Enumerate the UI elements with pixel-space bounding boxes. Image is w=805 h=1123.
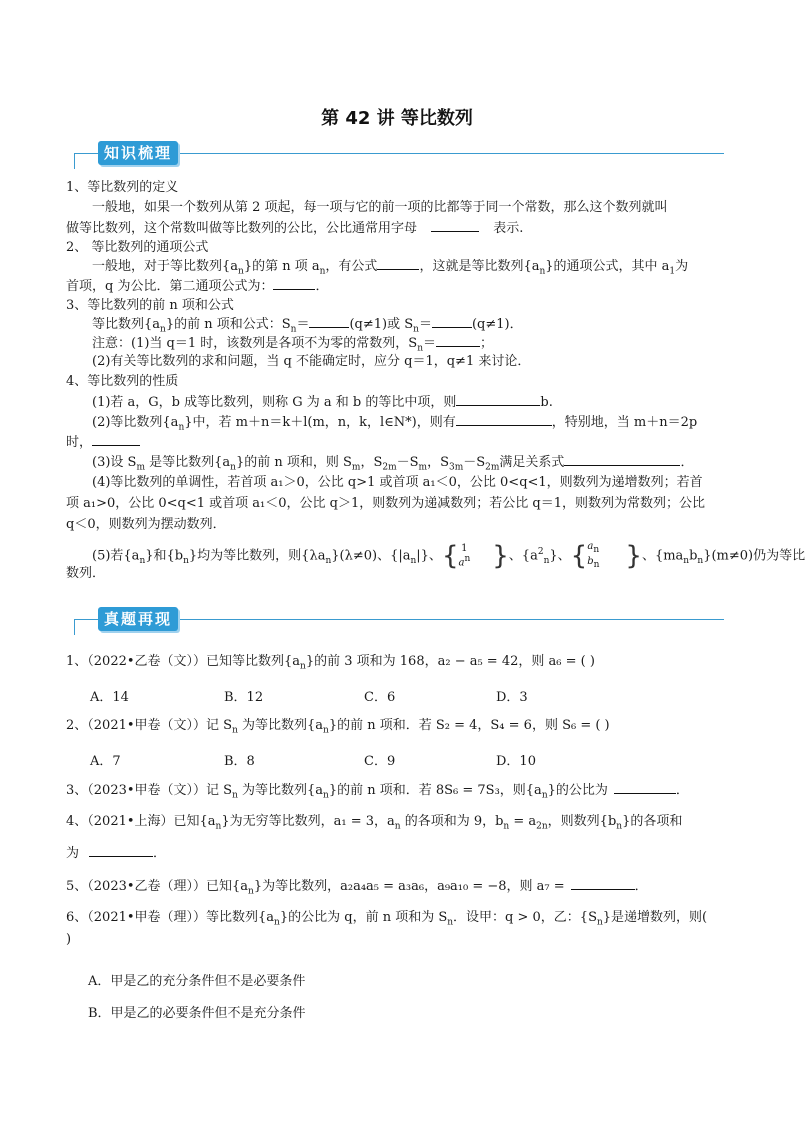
text: (1)若 a，G，b 成等比数列，则称 G 为 a 和 b 的等比中项，则 <box>92 395 457 410</box>
text: }、 <box>549 548 571 564</box>
kn-line: q＜0，则数列为摆动数列． <box>66 517 226 532</box>
fill-blank[interactable] <box>571 876 635 890</box>
brace-icon: } <box>492 541 509 571</box>
text: (5)若{a <box>92 548 140 564</box>
option-c[interactable]: C．6 <box>364 690 396 705</box>
section-header-knowledge <box>74 140 724 170</box>
kn-line <box>66 218 731 239</box>
kn-line: (3)设 $S_m$ 是等比数列$\{a_n\}$的前 n 项和，则 $S_m$，$S_{2m}-S_m$，$S_{3m}-S_{2m}$满足关系式 ． <box>66 452 757 478</box>
problem-6-option-a[interactable]: A．甲是乙的充分条件但不是必要条件 <box>88 974 306 989</box>
section-rule-vertical <box>74 153 75 169</box>
text: b <box>689 548 698 564</box>
text: ． <box>675 783 689 798</box>
text: }为等比数列，a₂a₄a₅ = a₃a₆，a₉a₁₀ = −8，则 a₇ = <box>253 879 565 894</box>
text: (q≠1)或 S <box>349 317 414 332</box>
kn-line: 2、 等比数列的通项公式 <box>66 240 209 255</box>
text: }的各项和 <box>622 814 683 829</box>
text: 4、（2021•上海）已知{a <box>66 814 216 829</box>
kn-line: (5)若$\{a_n\}$和$\{b_n\}$均为等比数列，则$\{\lambda a_n\}(\lambda\ne 0)$、$\{|a_n|\}$、{ 1 $a^n$ }、$\{a^2_n\}$、{$a_n$ $b_n$ }、$\{ma_nb_n\}(m\ne 0)$仍为等比 <box>92 541 805 571</box>
text: －S <box>396 455 419 470</box>
text: 时， <box>66 435 93 450</box>
fill-blank[interactable] <box>89 843 153 857</box>
text: 1、（2022•乙卷（文））已知等比数列{a <box>66 654 301 669</box>
text: }和{b <box>145 548 184 564</box>
problem-3: 3、（2023•甲卷（文））记 $S_n$ 为等比数列$\{a_n\}$的前 n 项和．若 8S₆ = 7S₃，则$\{a_n\}$的公比为 ． <box>66 780 731 806</box>
kn-line: 注意：(1)当 q＝1 时，该数列是各项不为零的常数列，$S_n=$ ； <box>66 333 757 359</box>
text: |}、 <box>416 548 442 564</box>
problem-6-option-b[interactable]: B．甲是乙的必要条件但不是充分条件 <box>88 1006 306 1021</box>
fill-blank[interactable] <box>273 276 315 290</box>
text: 、{a <box>508 548 538 564</box>
text: 、{ma <box>641 548 684 564</box>
fraction-1-over-a-n: 1 $a^n$ <box>458 543 471 569</box>
kn-line: (2)等比数列$\{a_n\}$中，若 m＋n＝k＋l(m，n，k，l∈N*)，则有 ，特别地，当 m＋n＝2p <box>66 412 757 438</box>
fill-blank[interactable] <box>614 780 676 794</box>
kn-line <box>66 432 731 453</box>
text: ，特别地，当 m＋n＝2p <box>551 415 698 430</box>
text: }的公比为 <box>547 783 608 798</box>
text: b. <box>540 395 553 410</box>
fill-blank[interactable] <box>309 314 349 328</box>
section-badge: 知识梳理 <box>98 141 178 165</box>
text: }(λ≠0)、{|a <box>331 548 411 564</box>
text: 为等比数列{a <box>237 718 324 733</box>
fill-blank[interactable] <box>92 432 140 446</box>
text: 表示. <box>493 221 524 236</box>
fraction-a-over-b: $a_n$ $b_n$ <box>587 541 600 570</box>
text: ，则数列{b <box>547 814 617 829</box>
text: 为 <box>675 259 689 274</box>
text: ＝ <box>296 317 310 332</box>
text: ． <box>153 846 167 861</box>
text: 一般地，对于等比数列{a <box>92 259 239 274</box>
text: 的各项和为 9，b <box>400 814 504 829</box>
kn-line <box>66 276 731 297</box>
kn-line: 3、等比数列的前 n 项和公式 <box>66 298 234 313</box>
option-d[interactable]: D．10 <box>496 754 536 769</box>
kn-line: 1、等比数列的定义 <box>66 180 179 195</box>
text: 是等比数列{a <box>145 455 231 470</box>
section-badge: 真题再现 <box>98 607 178 631</box>
section-rule-vertical <box>74 619 75 635</box>
problem-6: 6、（2021•甲卷（理））等比数列$\{a_n\}$的公比为 q，前 n 项和为 $S_n$．设甲：q > 0，乙：$\{S_n\}$是递增数列，则( <box>66 910 708 928</box>
text: = a <box>509 814 537 829</box>
fill-blank[interactable] <box>564 452 680 466</box>
text: 做等比数列，这个常数叫做等比数列的公比，公比通常用字母 <box>66 221 418 236</box>
text: }的前 n 项和．若 S₂ = 4，S₄ = 6，则 S₆ = ( ) <box>328 718 610 733</box>
option-d[interactable]: D．3 <box>496 690 528 705</box>
option-a[interactable]: A．7 <box>90 754 121 769</box>
kn-line: (4)等比数列的单调性，若首项 a₁＞0，公比 q>1 或首项 a₁＜0，公比 0<q<1，则数列为递增数列；若首 <box>92 475 703 490</box>
kn-line: 4、等比数列的性质 <box>66 374 179 389</box>
text: }的前 n 项和．若 8S₆ = 7S₃，则{a <box>328 783 542 798</box>
text: }的前 n 项和公式：S <box>165 317 291 332</box>
problem-5: 5、（2023•乙卷（理））已知$\{a_n\}$为等比数列，a₂a₄a₅ = a₃a₆，a₉a₁₀ = −8，则 a₇ = ． <box>66 876 731 902</box>
text: 3、（2023•甲卷（文））记 S <box>66 783 233 798</box>
option-b[interactable]: B．8 <box>224 754 255 769</box>
page-title: 第 42 讲 等比数列 <box>321 108 473 129</box>
text: 5、（2023•乙卷（理））已知{a <box>66 879 249 894</box>
text: ，有公式 <box>325 259 378 274</box>
fill-blank[interactable] <box>456 412 552 426</box>
text: ； <box>480 336 494 351</box>
kn-line: 等比数列$\{a_n\}$的前 n 项和公式：$S_n= (q\ne 1)$或 $S_n= (q\ne 1)$． <box>66 314 757 340</box>
text: ，这就是等比数列{a <box>419 259 540 274</box>
kn-line: 一般地，对于等比数列$\{a_n\}$的第 n 项 $a_n$，有公式 ，这就是等比数列$\{a_n\}$的通项公式，其中 $a_1$为 <box>66 256 757 282</box>
fill-blank[interactable] <box>377 256 419 270</box>
kn-line <box>66 392 757 413</box>
text: }的第 n 项 a <box>243 259 320 274</box>
text: ． <box>315 279 329 294</box>
text: 2、（2021•甲卷（文））记 S <box>66 718 233 733</box>
text: (q≠1)． <box>471 317 523 332</box>
text: 等比数列{a <box>92 317 161 332</box>
problem-4-cont <box>66 843 731 864</box>
text: ＝ <box>422 336 436 351</box>
text: }(m≠0)仍为等比 <box>703 548 805 564</box>
fill-blank[interactable] <box>456 392 540 406</box>
text: 6、（2021•甲卷（理））等比数列{a <box>66 910 275 925</box>
text: }均为等比数列，则{λa <box>188 548 326 564</box>
text: ．设甲：q > 0，乙：{S <box>453 910 597 925</box>
text: (3)设 S <box>92 455 137 470</box>
problem-6-cont: ) <box>66 932 72 947</box>
text: 为等比数列{a <box>237 783 324 798</box>
text: }为无穷等比数列，a₁ = 3，a <box>221 814 395 829</box>
text: 为 <box>66 846 80 861</box>
brace-icon: { <box>441 541 459 571</box>
text: －S <box>463 455 486 470</box>
brace-icon: } <box>625 541 642 571</box>
text: ＝ <box>418 317 432 332</box>
fill-blank[interactable] <box>436 333 480 347</box>
text: ． <box>680 455 694 470</box>
text: }的公比为 q，前 n 项和为 S <box>279 910 448 925</box>
text: 满足关系式 <box>499 455 565 470</box>
kn-line: 数列． <box>66 566 106 581</box>
option-a[interactable]: A．14 <box>90 690 129 705</box>
text: ，S <box>360 455 383 470</box>
option-b[interactable]: B．12 <box>224 690 264 705</box>
text: }的通项公式，其中 a <box>545 259 670 274</box>
brace-icon: { <box>570 541 588 571</box>
text: }的前 3 项和为 168，a₂ − a₅ = 42，则 a₆ = ( ) <box>305 654 595 669</box>
text: 首项，q 为公比．第二通项公式为： <box>66 279 274 294</box>
problem-2: 2、（2021•甲卷（文））记 $S_n$ 为等比数列$\{a_n\}$的前 n 项和．若 S₂ = 4，S₄ = 6，则 S₆ = ( ) <box>66 718 610 736</box>
text: }的前 n 项和，则 S <box>235 455 352 470</box>
text: 注意：(1)当 q＝1 时，该数列是各项不为零的常数列，S <box>92 336 418 351</box>
text: (2)等比数列{a <box>92 415 179 430</box>
kn-line: (2)有关等比数列的求和问题，当 q 不能确定时，应分 q＝1，q≠1 来讨论． <box>92 354 531 369</box>
fill-blank[interactable] <box>432 314 472 328</box>
text: }中，若 m＋n＝k＋l(m，n，k，l∈N*)，则有 <box>184 415 456 430</box>
problem-1: 1、（2022•乙卷（文））已知等比数列$\{a_n\}$的前 3 项和为 168，a₂ − a₅ = 42，则 a₆ = ( ) <box>66 654 595 672</box>
option-c[interactable]: C．9 <box>364 754 396 769</box>
kn-line: 一般地，如果一个数列从第 2 项起，每一项与它的前一项的比都等于同一个常数，那么这个数列就叫 <box>92 200 668 215</box>
text: }是递增数列，则( <box>602 910 708 925</box>
kn-line: 项 a₁>0，公比 0<q<1 或首项 a₁＜0，公比 q＞1，则数列为递减数列；若公比 q＝1，则数列为常数列；公比 <box>66 496 705 511</box>
text: ，S <box>427 455 449 470</box>
problem-4: 4、（2021•上海）已知$\{a_n\}$为无穷等比数列，a₁ = 3，$a_n$ 的各项和为 9，$b_n = a_{2n}$，则数列$\{b_n\}$的各项和 <box>66 814 683 832</box>
text: ． <box>634 879 648 894</box>
fill-blank[interactable] <box>431 218 479 232</box>
section-header-past-exams <box>74 606 724 636</box>
